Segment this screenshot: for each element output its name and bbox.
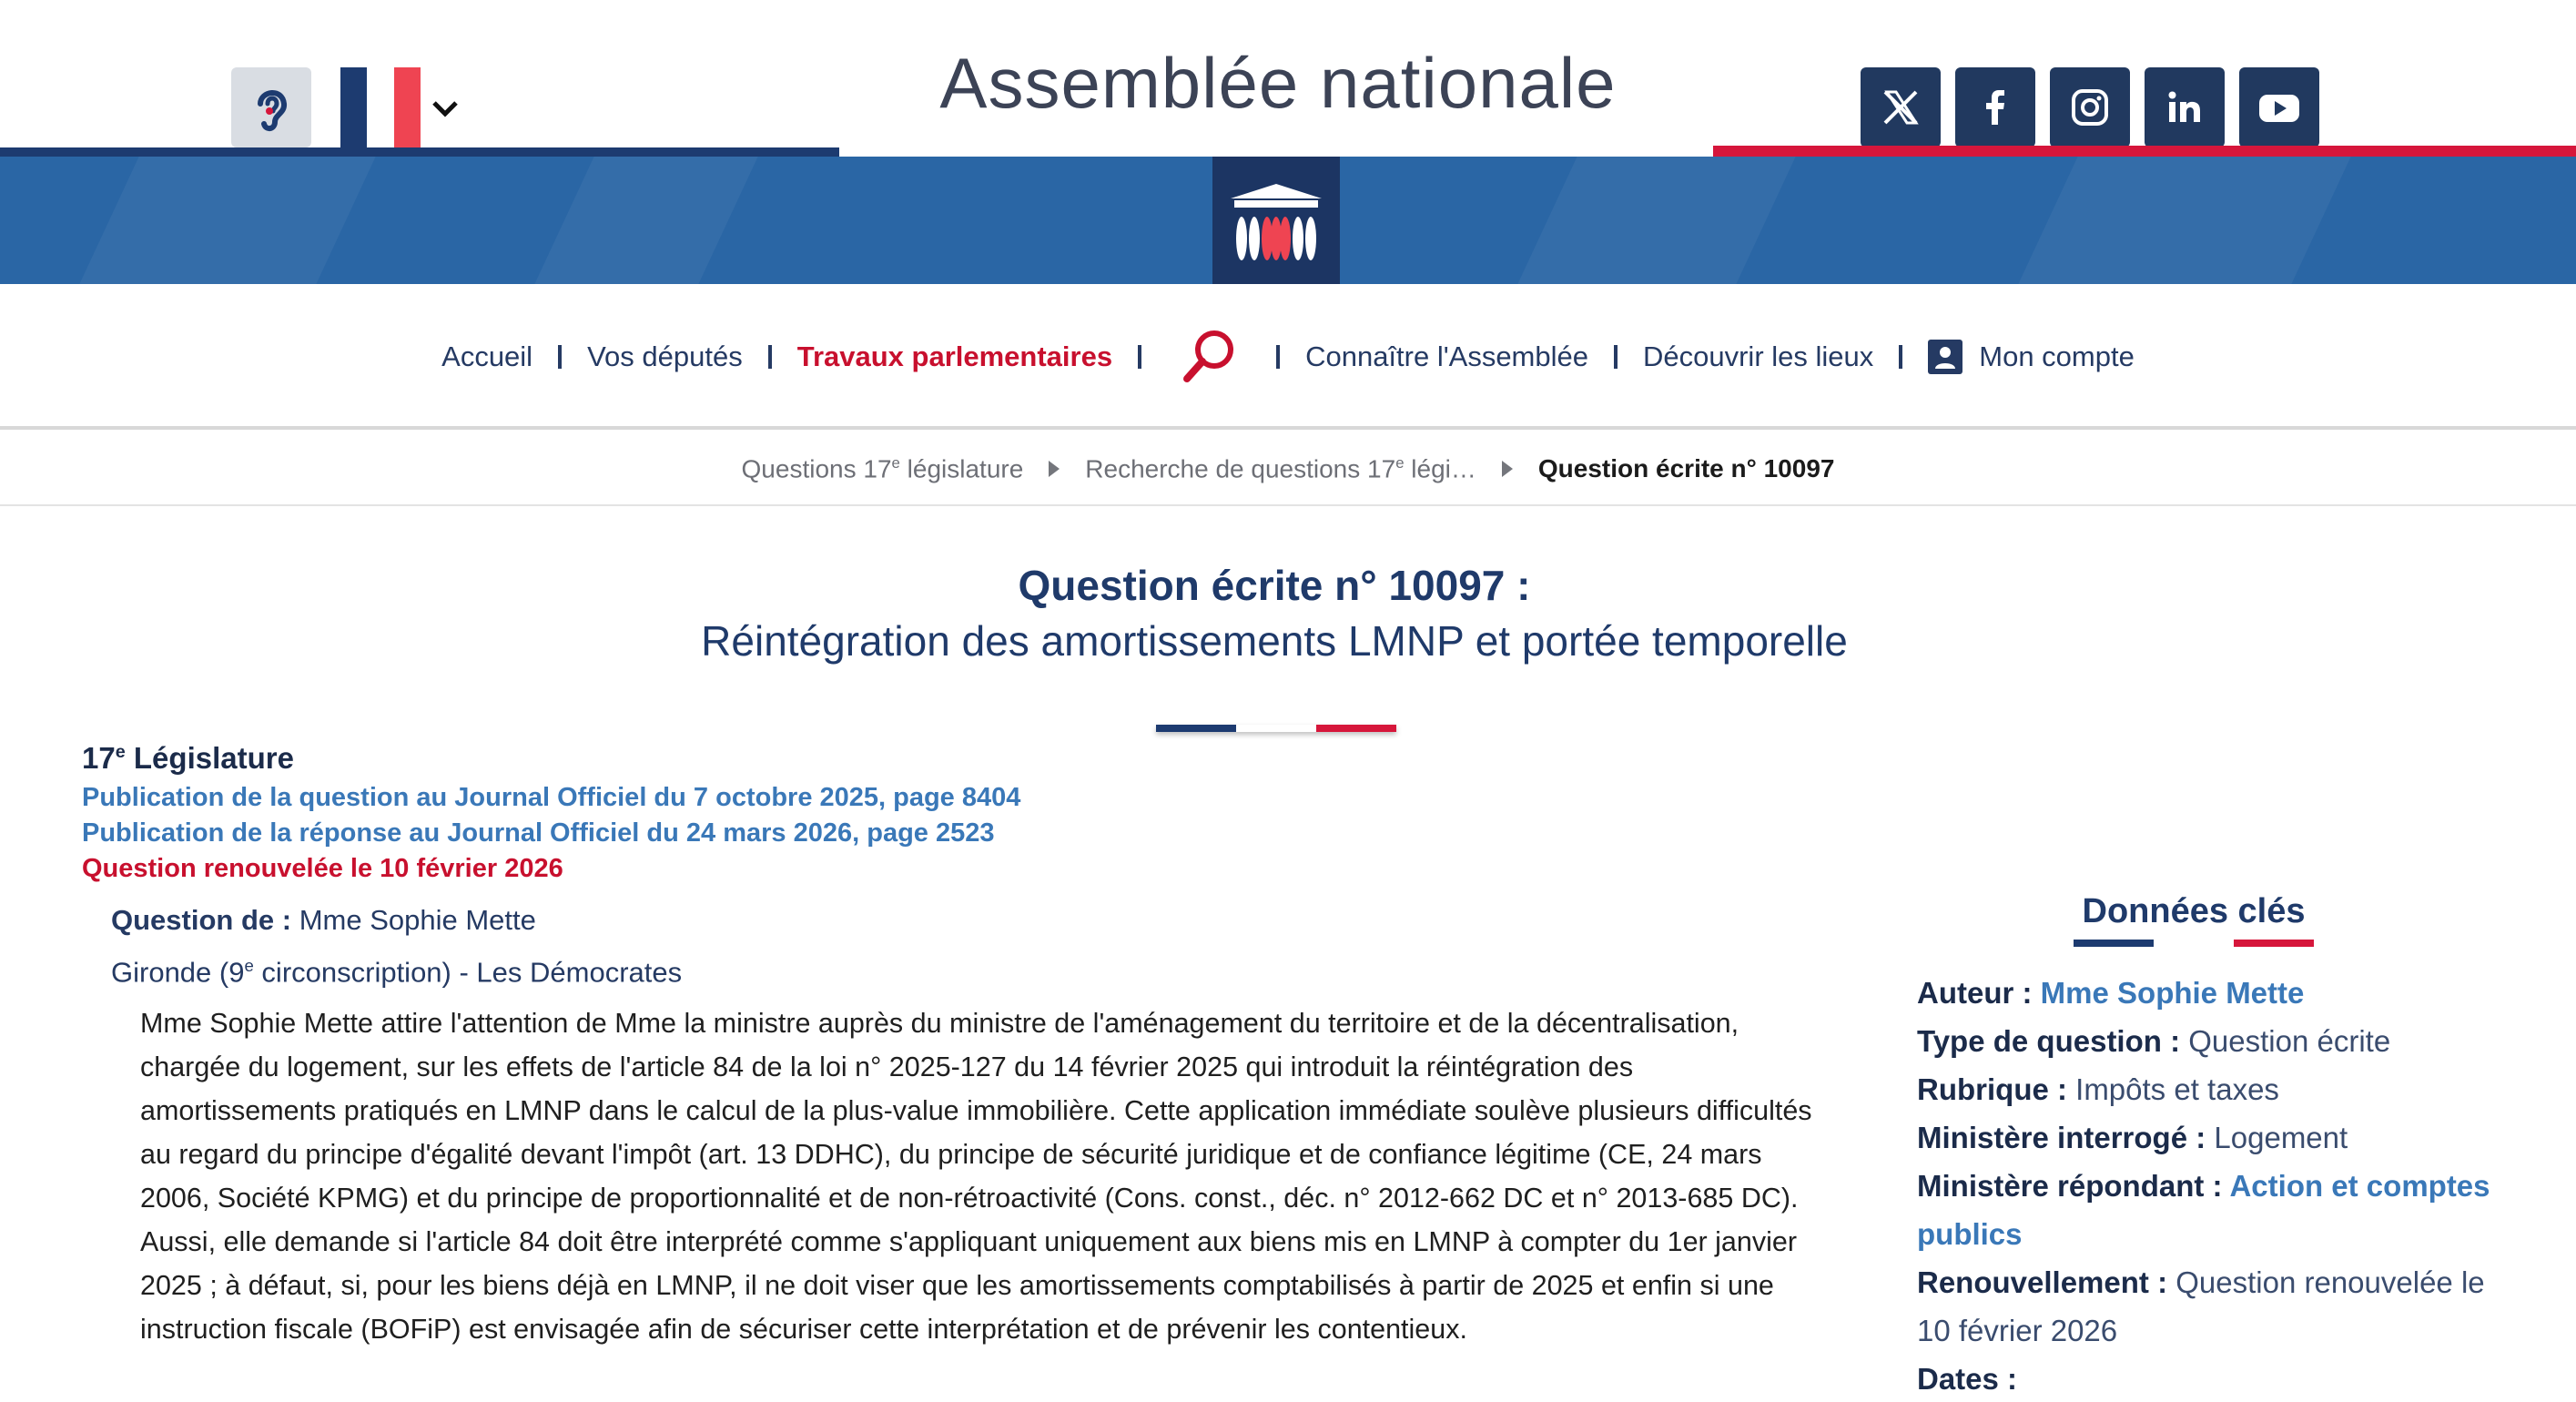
facebook-icon[interactable]	[1955, 67, 2035, 147]
title-underline	[839, 149, 1713, 157]
chevron-down-icon[interactable]	[431, 95, 459, 122]
page-title	[0, 557, 2549, 668]
question-number-title: Question écrite n° 10097 :	[1018, 562, 1531, 609]
question-subject-title: Réintégration des amortissements LMNP et portée temporelle	[701, 617, 1848, 665]
nav-account[interactable]	[1902, 340, 2160, 374]
key-ministry-asked: Ministère interrogé : Logement	[1917, 1121, 2348, 1154]
nav-deputies[interactable]: Vos députés	[587, 340, 743, 372]
author-constituency: Gironde (9e circonscription) - Les Démocrates	[111, 956, 683, 989]
accessibility-button[interactable]	[231, 67, 311, 147]
legislature-label: 17e Législature	[82, 741, 294, 775]
ear-accessibility-icon	[242, 78, 300, 137]
assemblee-logo[interactable]	[1212, 157, 1340, 284]
chevron-right-icon	[1502, 461, 1513, 477]
key-ministry-link[interactable]: Action et comptes publics	[1917, 1169, 2490, 1251]
key-data-panel	[1917, 969, 2509, 1402]
breadcrumb-search-questions[interactable]: Recherche de questions 17e légi…	[1085, 453, 1476, 483]
breadcrumb-questions-17[interactable]: Questions 17e législature	[741, 453, 1024, 483]
nav-discover-places[interactable]: Découvrir les lieux	[1643, 340, 1874, 372]
search-button[interactable]	[1141, 326, 1276, 388]
key-author: Auteur : Mme Sophie Mette	[1917, 976, 2305, 1010]
key-dates: Dates :	[1917, 1362, 2018, 1396]
account-label: Mon compte	[1979, 340, 2135, 372]
nav-home[interactable]: Accueil	[441, 340, 533, 372]
site-header	[0, 0, 2576, 155]
key-rubric: Rubrique : Impôts et taxes	[1917, 1072, 2279, 1106]
key-type: Type de question : Question écrite	[1917, 1024, 2391, 1058]
hemicycle-logo-icon	[1222, 166, 1331, 275]
main-nav	[0, 284, 2576, 430]
header-line-blue	[0, 147, 839, 157]
question-body: Mme Sophie Mette attire l'attention de Mme la ministre auprès du ministre de l'aménagement du territoire et de la décentralisation, chargée du logement, sur les effets de l'article 84 de la loi n° 2025-127 du 14 février 2025 qui introduit la réintégration des amortissements pratiqués en LMNP dans le calcul de la plus-value immobilière. Cette application immédiate soulève plusieurs difficultés au regard du principe d'égalité devant l'impôt (art. 13 DDHC), du principe de sécurité juridique et de confiance légitime (CE, 24 mars 2006, Société KPMG) et du principe de proportionnalité et de non-rétroactivité (Cons. const., déc. n° 2012-662 DC et n° 2013-685 DC). Aussi, elle demande si l'article 84 doit être interprété comme s'appliquant uniquement aux biens mis en LMNP à compter du 1er janvier 2025 ; à défaut, si, pour les biens déjà en LMNP, il ne doit viser que les amortissements comptabilisés à partir de 2025 et enfin si une instruction fiscale (BOFiP) est envisagée afin de sécuriser cette interprétation et de prévenir les contentieux.	[140, 1008, 1812, 1345]
youtube-icon[interactable]	[2239, 67, 2319, 147]
breadcrumb-current: Question écrite n° 10097	[1537, 454, 1835, 483]
key-data-underline	[2074, 940, 2314, 947]
social-links	[1861, 67, 2319, 147]
renewal-notice: Question renouvelée le 10 février 2026	[82, 854, 563, 883]
nav-parliamentary-works[interactable]: Travaux parlementaires	[796, 340, 1113, 372]
nav-know-assembly[interactable]: Connaître l'Assemblée	[1305, 340, 1588, 372]
key-renewal: Renouvellement : Question renouvelée le 10 février 2026	[1917, 1265, 2485, 1347]
header-line-red	[1713, 146, 2576, 157]
publication-question-link[interactable]: Publication de la question au Journal Officiel du 7 octobre 2025, page 8404	[82, 783, 1021, 812]
user-icon	[1928, 340, 1962, 374]
instagram-icon[interactable]	[2050, 67, 2130, 147]
language-flag[interactable]	[340, 67, 421, 147]
author-name[interactable]: Mme Sophie Mette	[291, 904, 536, 936]
question-author	[111, 898, 1203, 995]
chevron-right-icon	[1049, 461, 1060, 477]
question-meta	[82, 730, 1538, 887]
site-title[interactable]: Assemblée nationale	[939, 43, 1617, 123]
key-ministry-answering: Ministère répondant : Action et comptes publics	[1917, 1169, 2490, 1251]
x-icon[interactable]	[1861, 67, 1941, 147]
key-author-link[interactable]: Mme Sophie Mette	[2032, 976, 2305, 1010]
linkedin-icon[interactable]	[2145, 67, 2225, 147]
breadcrumb	[0, 433, 2576, 506]
key-data-title: Données clés	[2082, 892, 2306, 930]
search-icon	[1178, 326, 1240, 388]
publication-answer-link[interactable]: Publication de la réponse au Journal Officiel du 24 mars 2026, page 2523	[82, 818, 995, 848]
author-label: Question de :	[111, 904, 292, 936]
